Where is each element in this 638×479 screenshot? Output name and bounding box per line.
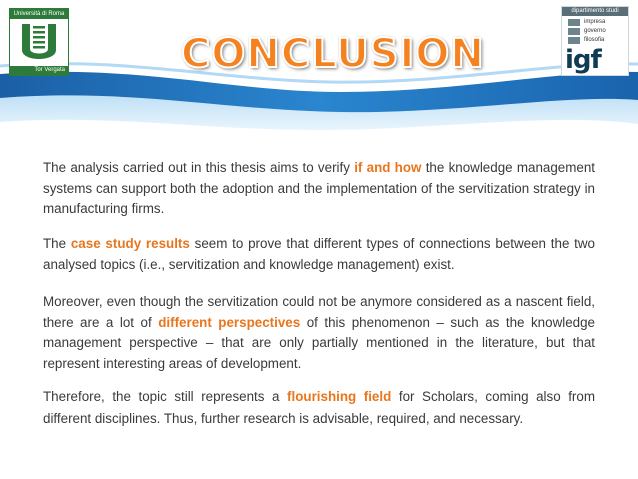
highlight-text: if and how xyxy=(354,160,422,175)
university-logo-caption: Università di Roma xyxy=(10,9,68,19)
paragraph-4 xyxy=(43,386,595,430)
paragraph-text: Moreover, even though the servitization could not be anymore considered as a nascent field, there are a lot of xyxy=(43,294,595,330)
paragraph-text: for Scholars, coming also from different disciplines. Thus, further research is advisable, required, and necessary. xyxy=(43,389,595,426)
slide-title: CONCLUSION xyxy=(181,31,485,77)
highlight-text: flourishing field xyxy=(287,389,392,404)
paragraph-text: The xyxy=(43,236,71,251)
paragraph-text: The analysis carried out in this thesis aims to verify xyxy=(43,160,355,175)
paragraph-text: of this phenomenon – such as the knowledge management perspective – that are only partially mentioned in the literature, but that represent interesting areas of development. xyxy=(43,314,596,371)
paragraph-text: Therefore, the topic still represents a xyxy=(43,389,288,404)
department-word: governo xyxy=(584,28,606,34)
university-logo xyxy=(9,8,69,76)
department-logo-square xyxy=(568,28,580,35)
highlight-text: different perspectives xyxy=(158,314,301,330)
highlight-text: case study results xyxy=(70,236,190,251)
paragraph-3 xyxy=(43,292,595,374)
department-word: filosofia xyxy=(584,37,605,43)
department-logo-caption: dipartimento studi xyxy=(562,7,628,16)
paragraph-1 xyxy=(43,158,595,220)
department-logo-square xyxy=(568,37,580,44)
paragraph-text: seem to prove that different types of connections between the two analysed topics (i.e., servitization and knowledge management) exist. xyxy=(43,236,596,272)
department-logo-mark: igf xyxy=(565,45,601,75)
university-emblem-icon xyxy=(16,22,62,66)
paragraph-text: the knowledge management systems can support both the adoption and the implementation of the servitization strategy in manufacturing firms. xyxy=(43,160,596,216)
department-word: impresa xyxy=(584,19,606,25)
university-logo-base-text: Tor Vergata xyxy=(10,66,68,75)
department-logo-words xyxy=(584,18,606,45)
department-logo-square xyxy=(568,19,580,26)
paragraph-2 xyxy=(43,234,595,275)
department-logo xyxy=(561,6,629,76)
